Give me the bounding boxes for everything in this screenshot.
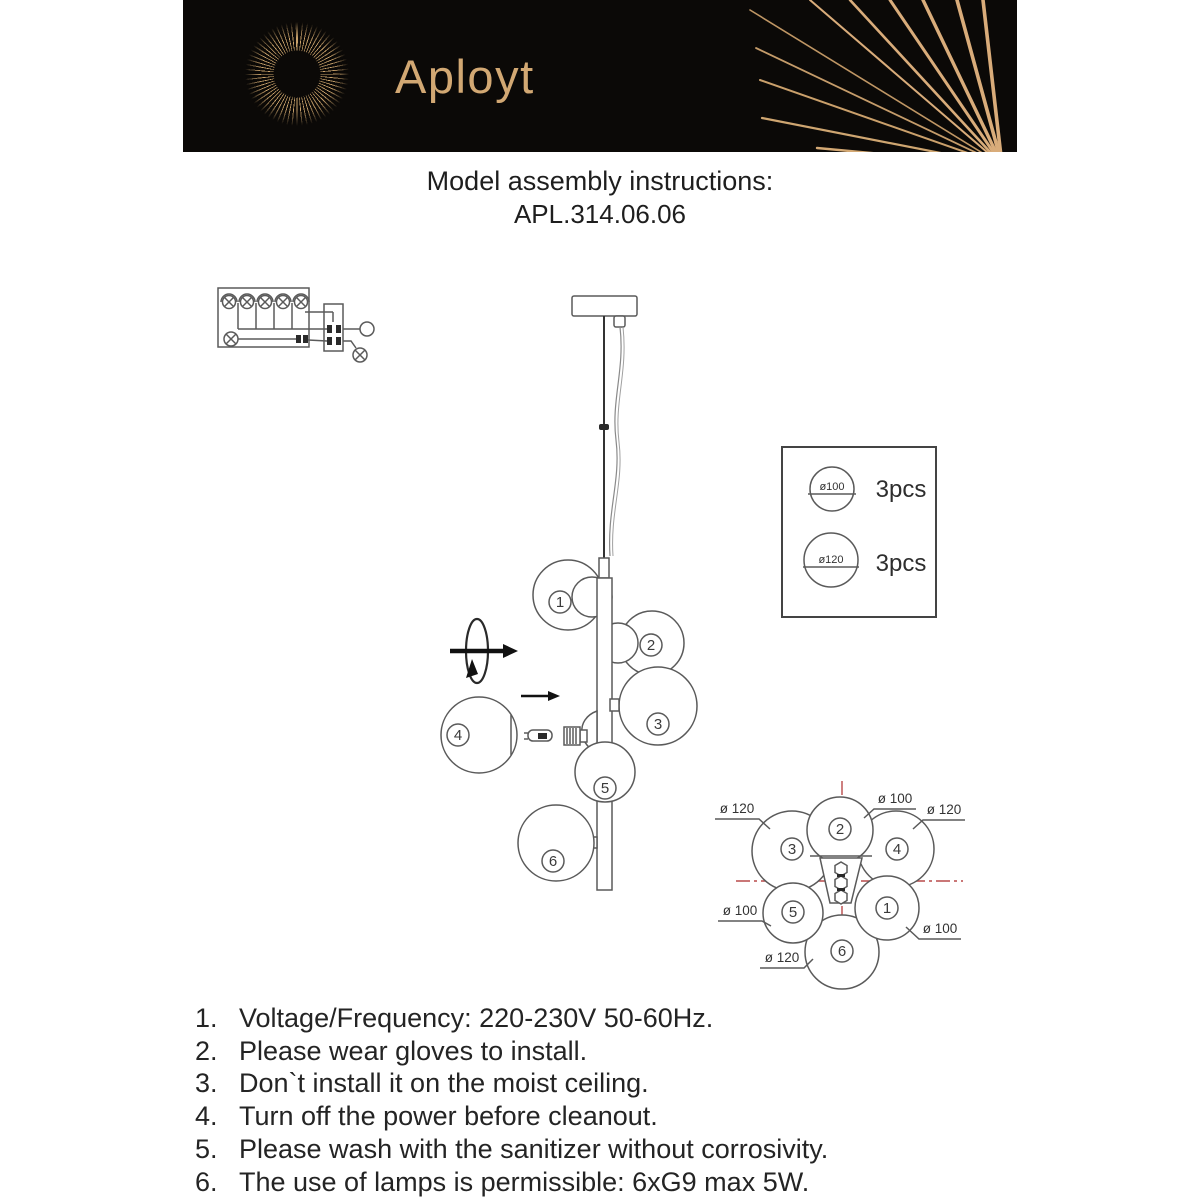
side-number-3: 3 bbox=[653, 716, 663, 733]
instruction-item bbox=[195, 1035, 828, 1068]
socket-collar bbox=[580, 730, 587, 742]
wiring-diagram bbox=[218, 288, 374, 362]
side-number-4: 4 bbox=[453, 727, 463, 744]
cable-grip bbox=[614, 316, 625, 327]
top-number-3: 3 bbox=[787, 841, 797, 858]
rod-connector bbox=[599, 424, 609, 430]
parts-item-100 bbox=[808, 467, 926, 511]
side-number-5: 5 bbox=[600, 780, 610, 797]
instruction-number: 3. bbox=[195, 1068, 218, 1099]
instruction-text: The use of lamps is permissible: 6xG9 max 5W. bbox=[239, 1166, 810, 1197]
model-number: APL.314.06.06 bbox=[513, 199, 687, 229]
parts-box bbox=[782, 447, 936, 617]
dim-top-right: ø 120 bbox=[926, 802, 962, 817]
instruction-item bbox=[195, 1166, 828, 1199]
parts-qty-120: 3pcs bbox=[875, 550, 927, 577]
rotate-arrow-icon bbox=[450, 619, 518, 683]
parts-diameter-100: ø100 bbox=[819, 481, 845, 493]
instruction-text: Please wear gloves to install. bbox=[239, 1035, 588, 1066]
instruction-item bbox=[195, 1068, 828, 1101]
instruction-number: 2. bbox=[195, 1035, 218, 1066]
rod-sleeve bbox=[599, 558, 609, 578]
threaded-socket bbox=[564, 727, 580, 745]
dim-bottom-left: ø 120 bbox=[764, 950, 800, 965]
side-number-2: 2 bbox=[646, 637, 656, 654]
junction-circle bbox=[360, 322, 374, 336]
dim-right: ø 100 bbox=[922, 921, 958, 936]
parts-item-120 bbox=[803, 533, 926, 587]
instruction-list bbox=[195, 1002, 828, 1199]
instruction-number: 4. bbox=[195, 1101, 218, 1132]
instruction-text: Turn off the power before cleanout. bbox=[239, 1101, 658, 1132]
dim-top-left: ø 120 bbox=[719, 801, 755, 816]
top-number-6: 6 bbox=[837, 943, 847, 960]
top-view-diagram bbox=[715, 781, 965, 989]
top-number-2: 2 bbox=[835, 821, 845, 838]
pendant-side-view bbox=[441, 296, 697, 890]
instruction-text: Please wash with the sanitizer without corrosivity. bbox=[239, 1134, 829, 1165]
lamp-symbol bbox=[353, 348, 367, 362]
g9-bulb-icon bbox=[524, 730, 552, 741]
top-number-1: 1 bbox=[882, 900, 892, 917]
instruction-item bbox=[195, 1133, 828, 1166]
dim-top-center: ø 100 bbox=[877, 791, 913, 806]
side-number-6: 6 bbox=[548, 853, 558, 870]
brand-logo-text: Aployt bbox=[395, 49, 535, 103]
globe-3-nub bbox=[610, 699, 619, 711]
instruction-number: 6. bbox=[195, 1166, 218, 1197]
parts-qty-100: 3pcs bbox=[875, 476, 927, 503]
central-tube bbox=[597, 578, 612, 890]
instruction-item bbox=[195, 1100, 828, 1133]
top-number-4: 4 bbox=[892, 841, 902, 858]
page-title: Model assembly instructions: bbox=[426, 166, 774, 196]
instruction-text: Don`t install it on the moist ceiling. bbox=[239, 1068, 649, 1099]
dim-left: ø 100 bbox=[722, 903, 758, 918]
side-number-1: 1 bbox=[555, 594, 565, 611]
insert-arrow-icon bbox=[521, 691, 560, 701]
ceiling-canopy bbox=[572, 296, 637, 316]
instruction-number: 5. bbox=[195, 1134, 218, 1165]
top-number-5: 5 bbox=[788, 904, 798, 921]
instruction-text: Voltage/Frequency: 220-230V 50-60Hz. bbox=[239, 1002, 714, 1033]
parts-diameter-120: ø120 bbox=[818, 554, 844, 566]
instruction-number: 1. bbox=[195, 1002, 218, 1033]
instruction-item bbox=[195, 1002, 828, 1035]
